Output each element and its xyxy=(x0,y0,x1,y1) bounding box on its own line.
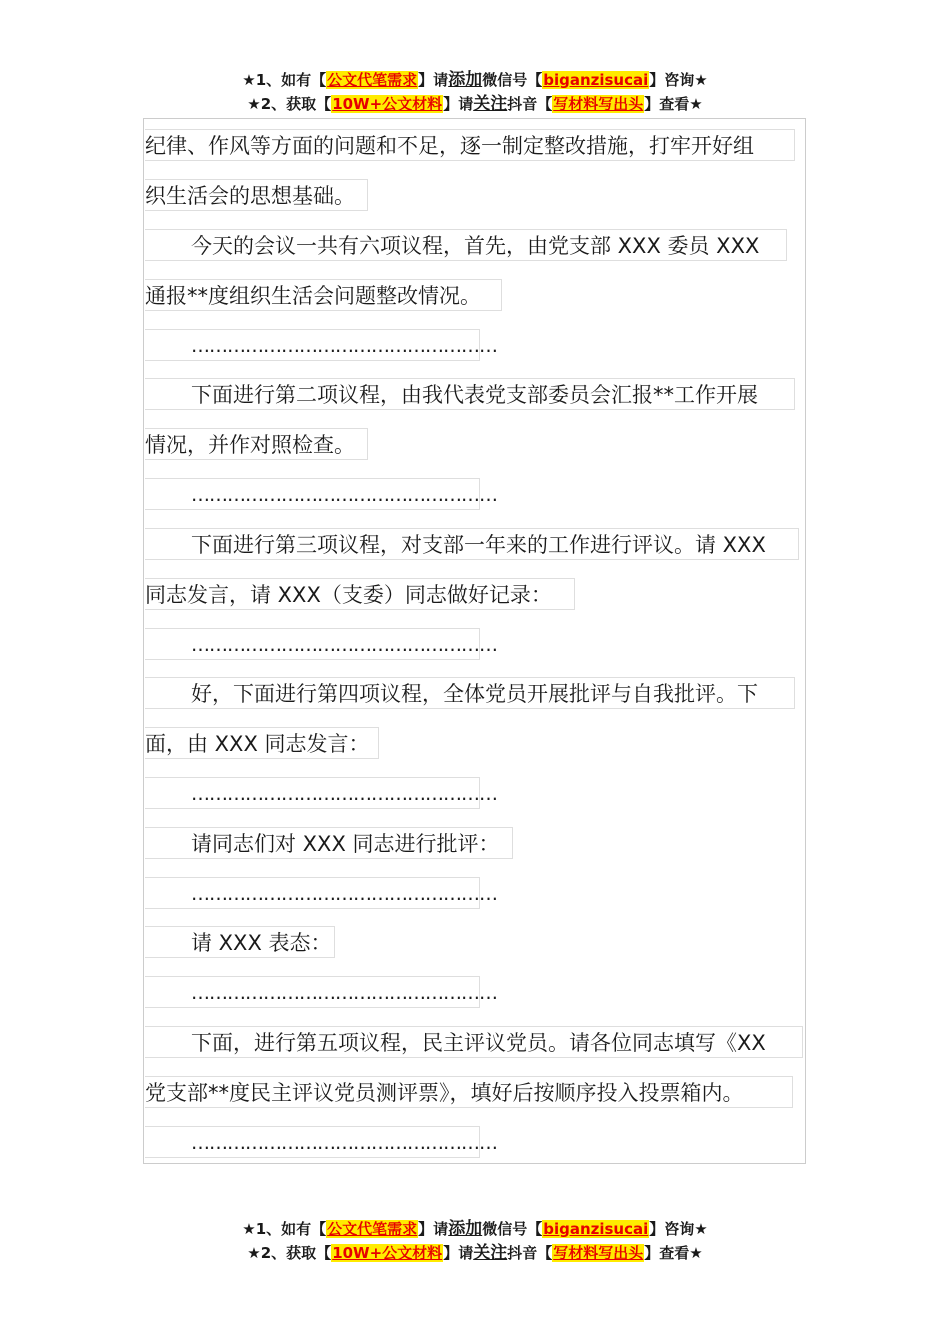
banner-text: 微信号【 xyxy=(482,1220,543,1238)
highlight-materials: 10W+公文材料 xyxy=(332,95,443,113)
doc-line: 纪律、作风等方面的问题和不足，逐一制定整改措施，打牢开好组 xyxy=(145,129,795,161)
highlight-wechat-id: biganzisucai xyxy=(543,1220,649,1238)
banner-emphasis: 添加 xyxy=(448,70,483,90)
banner-emphasis: 关注 xyxy=(473,94,508,114)
doc-line: 面，由 XXX 同志发言： xyxy=(145,727,379,759)
doc-line: 党支部**度民主评议党员测评票》，填好后按顺序投入投票箱内。 xyxy=(145,1076,793,1108)
doc-line-ellipsis: …………………………………………… xyxy=(145,478,480,510)
doc-line-ellipsis: …………………………………………… xyxy=(145,329,480,361)
doc-line: 下面进行第二项议程，由我代表党支部委员会汇报**工作开展 xyxy=(145,378,795,410)
doc-line-ellipsis: …………………………………………… xyxy=(145,976,480,1008)
banner-text: 抖音【 xyxy=(507,1244,553,1262)
banner-text: ★1、如有【 xyxy=(242,1220,327,1238)
doc-line: 好，下面进行第四项议程，全体党员开展批评与自我批评。下 xyxy=(145,677,795,709)
banner-text: 】查看★ xyxy=(644,1244,703,1262)
doc-line: 下面进行第三项议程，对支部一年来的工作进行评议。请 XXX xyxy=(145,528,799,560)
highlight-materials: 10W+公文材料 xyxy=(332,1244,443,1262)
highlight-service: 公文代笔需求 xyxy=(327,71,418,89)
banner-emphasis: 添加 xyxy=(448,1219,483,1239)
doc-line: 请同志们对 XXX 同志进行批评： xyxy=(145,827,513,859)
banner-text: 】咨询★ xyxy=(649,1220,708,1238)
banner-emphasis: 关注 xyxy=(473,1243,508,1263)
bottom-banner xyxy=(0,1217,950,1265)
doc-line-ellipsis: …………………………………………… xyxy=(145,877,480,909)
banner-text: ★1、如有【 xyxy=(242,71,327,89)
doc-line-ellipsis: …………………………………………… xyxy=(145,777,480,809)
top-banner xyxy=(0,68,950,116)
banner-text: 抖音【 xyxy=(507,95,553,113)
doc-line: 织生活会的思想基础。 xyxy=(145,179,368,211)
banner-text: 】请 xyxy=(418,71,449,89)
banner-line-2 xyxy=(0,92,950,116)
doc-line: 同志发言，请 XXX（支委）同志做好记录： xyxy=(145,578,575,610)
doc-line-ellipsis: …………………………………………… xyxy=(145,628,480,660)
doc-line: 情况，并作对照检查。 xyxy=(145,428,368,460)
highlight-service: 公文代笔需求 xyxy=(327,1220,418,1238)
banner-line-1 xyxy=(0,68,950,92)
banner-line-2 xyxy=(0,1241,950,1265)
banner-text: 】咨询★ xyxy=(649,71,708,89)
doc-line: 下面，进行第五项议程，民主评议党员。请各位同志填写《XX xyxy=(145,1026,803,1058)
banner-text: 】查看★ xyxy=(644,95,703,113)
doc-line: 今天的会议一共有六项议程，首先，由党支部 XXX 委员 XXX xyxy=(145,229,787,261)
highlight-douyin-account: 写材料写出头 xyxy=(553,1244,644,1262)
banner-text: ★2、获取【 xyxy=(247,95,332,113)
banner-text: 】请 xyxy=(443,95,474,113)
highlight-douyin-account: 写材料写出头 xyxy=(553,95,644,113)
banner-line-1 xyxy=(0,1217,950,1241)
highlight-wechat-id: biganzisucai xyxy=(543,71,649,89)
banner-text: 】请 xyxy=(418,1220,449,1238)
banner-text: 】请 xyxy=(443,1244,474,1262)
banner-text: ★2、获取【 xyxy=(247,1244,332,1262)
doc-line: 请 XXX 表态： xyxy=(145,926,335,958)
doc-line: 通报**度组织生活会问题整改情况。 xyxy=(145,279,502,311)
banner-text: 微信号【 xyxy=(482,71,543,89)
doc-line-ellipsis: …………………………………………… xyxy=(145,1126,480,1158)
